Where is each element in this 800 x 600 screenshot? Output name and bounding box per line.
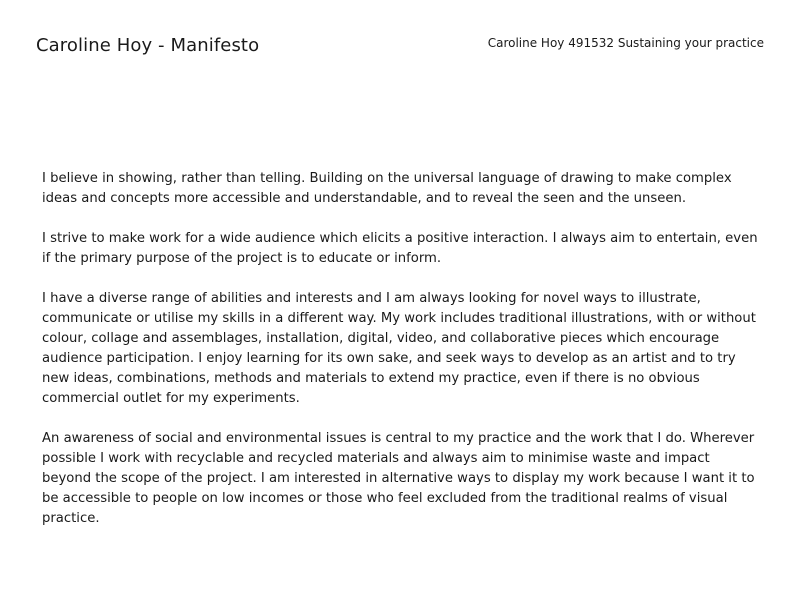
paragraph: I have a diverse range of abilities and interests and I am always looking for novel ways to illustrate, communicate or utilise my skills in a different way. My work includes traditional illustrations, with or without colour, collage and assemblages, installation, digital, video, and collaborative pieces which encourage audience participation. I enjoy learning for its own sake, and seek ways to develop as an artist and to try new ideas, combinations, methods and materials to extend my practice, even if there is no obvious commercial outlet for my experiments. <box>42 291 756 406</box>
paragraph: An awareness of social and environmental issues is central to my practice and the work that I do. Wherever possible I work with recyclable and recycled materials and always aim to minimise waste and impact beyond the scope of the project. I am interested in alternative ways to display my work because I want it to be accessible to people on low incomes or those who feel excluded from the traditional realms of visual practice. <box>42 431 755 526</box>
paragraph: I strive to make work for a wide audience which elicits a positive interaction. I always aim to entertain, even if the primary purpose of the project is to educate or inform. <box>42 231 758 266</box>
document-header-info: Caroline Hoy 491532 Sustaining your practice <box>487 36 764 50</box>
paragraph: I believe in showing, rather than telling. Building on the universal language of drawing to make complex ideas and concepts more accessible and understandable, and to reveal the seen and the unseen. <box>42 171 732 206</box>
document-title: Caroline Hoy - Manifesto <box>36 35 260 56</box>
manifesto-body <box>42 169 762 529</box>
